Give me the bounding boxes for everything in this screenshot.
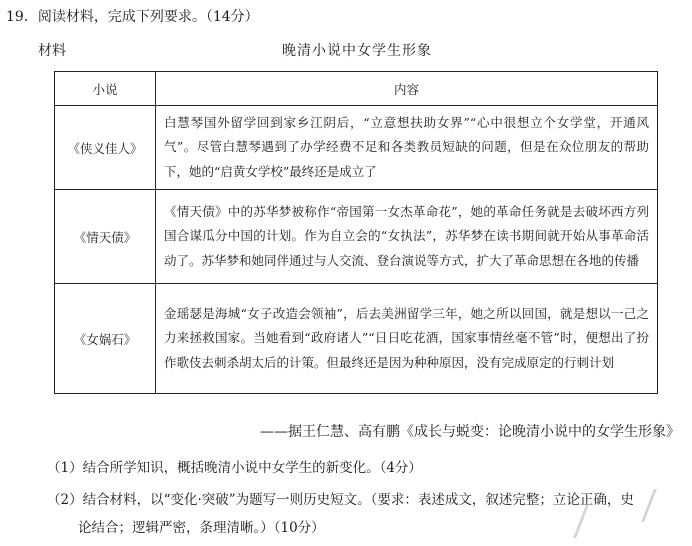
sub-question-2: （2）结合材料，以“变化·突破”为题写一则历史短文。（要求：表述成文，叙述完整；立论正确，史 — [47, 492, 634, 508]
material-table — [54, 71, 658, 394]
watermark-glyph: ⁄ — [642, 483, 657, 531]
table-row — [55, 284, 658, 394]
sub-question-2-continued: 论结合；逻辑严密，条理清晰。）（10分） — [78, 520, 325, 536]
novel-title: 《女娲石》 — [55, 284, 156, 394]
novel-title: 《侠义佳人》 — [55, 106, 156, 190]
material-title: 晚清小说中女学生形象 — [282, 43, 432, 59]
novel-content: 《情天债》中的苏华梦被称作“帝国第一女杰革命花”，她的革命任务就是去破坏西方列国合谋瓜分中国的计划。作为自立会的“女执法”，苏华梦在读书期间就开始从事革命活动了。苏华梦和她同伴通过与人交流、登台演说等方式，扩大了革命思想在各地的传播 — [156, 190, 658, 284]
column-header-content: 内容 — [156, 72, 658, 106]
novel-content: 白慧琴国外留学回到家乡江阴后，“立意想扶助女界”“心中很想立个女学堂，开通风气”。尽管白慧琴遇到了办学经费不足和各类教员短缺的问题，但是在众位朋友的帮助下，她的“启黄女学校”最终还是成立了 — [156, 106, 658, 190]
question-header: 19．阅读材料，完成下列要求。（14分） — [6, 9, 259, 25]
watermark-glyph: ⁄ — [574, 499, 589, 546]
table-row — [55, 106, 658, 190]
table-row — [55, 190, 658, 284]
novel-title: 《情天债》 — [55, 190, 156, 284]
sub-question-1: （1）结合所学知识，概括晚清小说中女学生的新变化。（4分） — [47, 460, 422, 476]
table-header-row — [55, 72, 658, 106]
source-citation: ——据王仁慧、高有鹏《成长与蜕变：论晚清小说中的女学生形象》 — [260, 424, 680, 440]
novel-content: 金瑶瑟是海城“女子改造会领袖”，后去美洲留学三年，她之所以回国，就是想以一己之力来拯救国家。当她看到“政府诸人”“日日吃花酒，国家事情丝毫不管”时，便想出了扮作歌伎去刺杀胡太后的计策。但最终还是因为种种原因，没有完成原定的行刺计划 — [156, 284, 658, 394]
material-label: 材料 — [38, 43, 66, 59]
column-header-novel: 小说 — [55, 72, 156, 106]
